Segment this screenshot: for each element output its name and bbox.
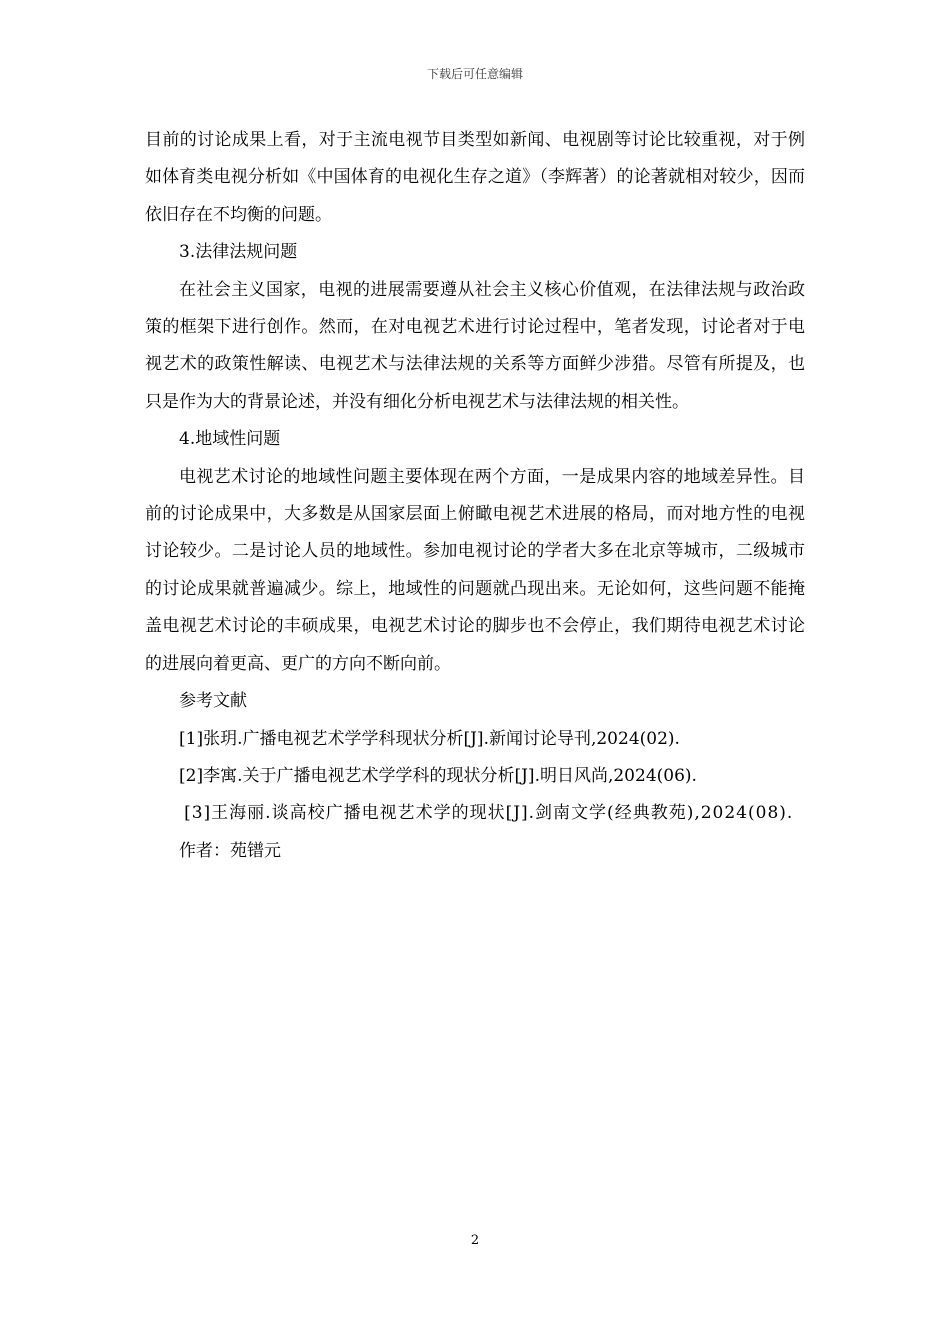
reference-item-1: [1]张玥.广播电视艺术学学科现状分析[J].新闻讨论导刊,2024(02).: [179, 728, 680, 749]
paragraph-law: 在社会主义国家，电视的进展需要遵从社会主义核心价值观，在法律法规与政治政策的框架下进行创作。然而，在对电视艺术进行讨论过程中，笔者发现，讨论者对于电视艺术的政策性解读、电视艺术与法律法规的关系等方面鲜少涉猎。尽管有所提及，也只是作为大的背景论述，并没有细化分析电视艺术与法律法规的相关性。: [145, 279, 805, 412]
section-heading-region: 4.地域性问题: [179, 429, 281, 450]
author-line: 作者：苑镨元: [179, 840, 281, 861]
paragraph-continued: 目前的讨论成果上看，对于主流电视节目类型如新闻、电视剧等讨论比较重视，对于例如体育类电视分析如《中国体育的电视化生存之道》（李辉著）的论著就相对较少，因而依旧存在不均衡的问题。: [145, 130, 805, 225]
paragraph-region: 电视艺术讨论的地域性问题主要体现在两个方面，一是成果内容的地域差异性。目前的讨论成果中，大多数是从国家层面上俯瞰电视艺术进展的格局，而对地方性的电视讨论较少。二是讨论人员的地域性。参加电视讨论的学者大多在北京等城市，二级城市的讨论成果就普遍减少。综上，地域性的问题就凸现出来。无论如何，这些问题不能掩盖电视艺术讨论的丰硕成果，电视艺术讨论的脚步也不会停止，我们期待电视艺术讨论的进展向着更高、更广的方向不断向前。: [145, 466, 805, 674]
page-number: 2: [470, 1233, 480, 1248]
reference-item-3: [3]王海丽.谈高校广播电视艺术学的现状[J].剑南文学(经典教苑),2024(08).: [184, 803, 794, 824]
page-header: 下载后可任意编辑: [426, 67, 523, 81]
document-body: [145, 122, 805, 870]
references-heading: 参考文献: [179, 691, 247, 712]
section-heading-law: 3.法律法规问题: [179, 242, 298, 263]
reference-item-2: [2]李寓.关于广播电视艺术学学科的现状分析[J].明日风尚,2024(06).: [179, 765, 697, 786]
